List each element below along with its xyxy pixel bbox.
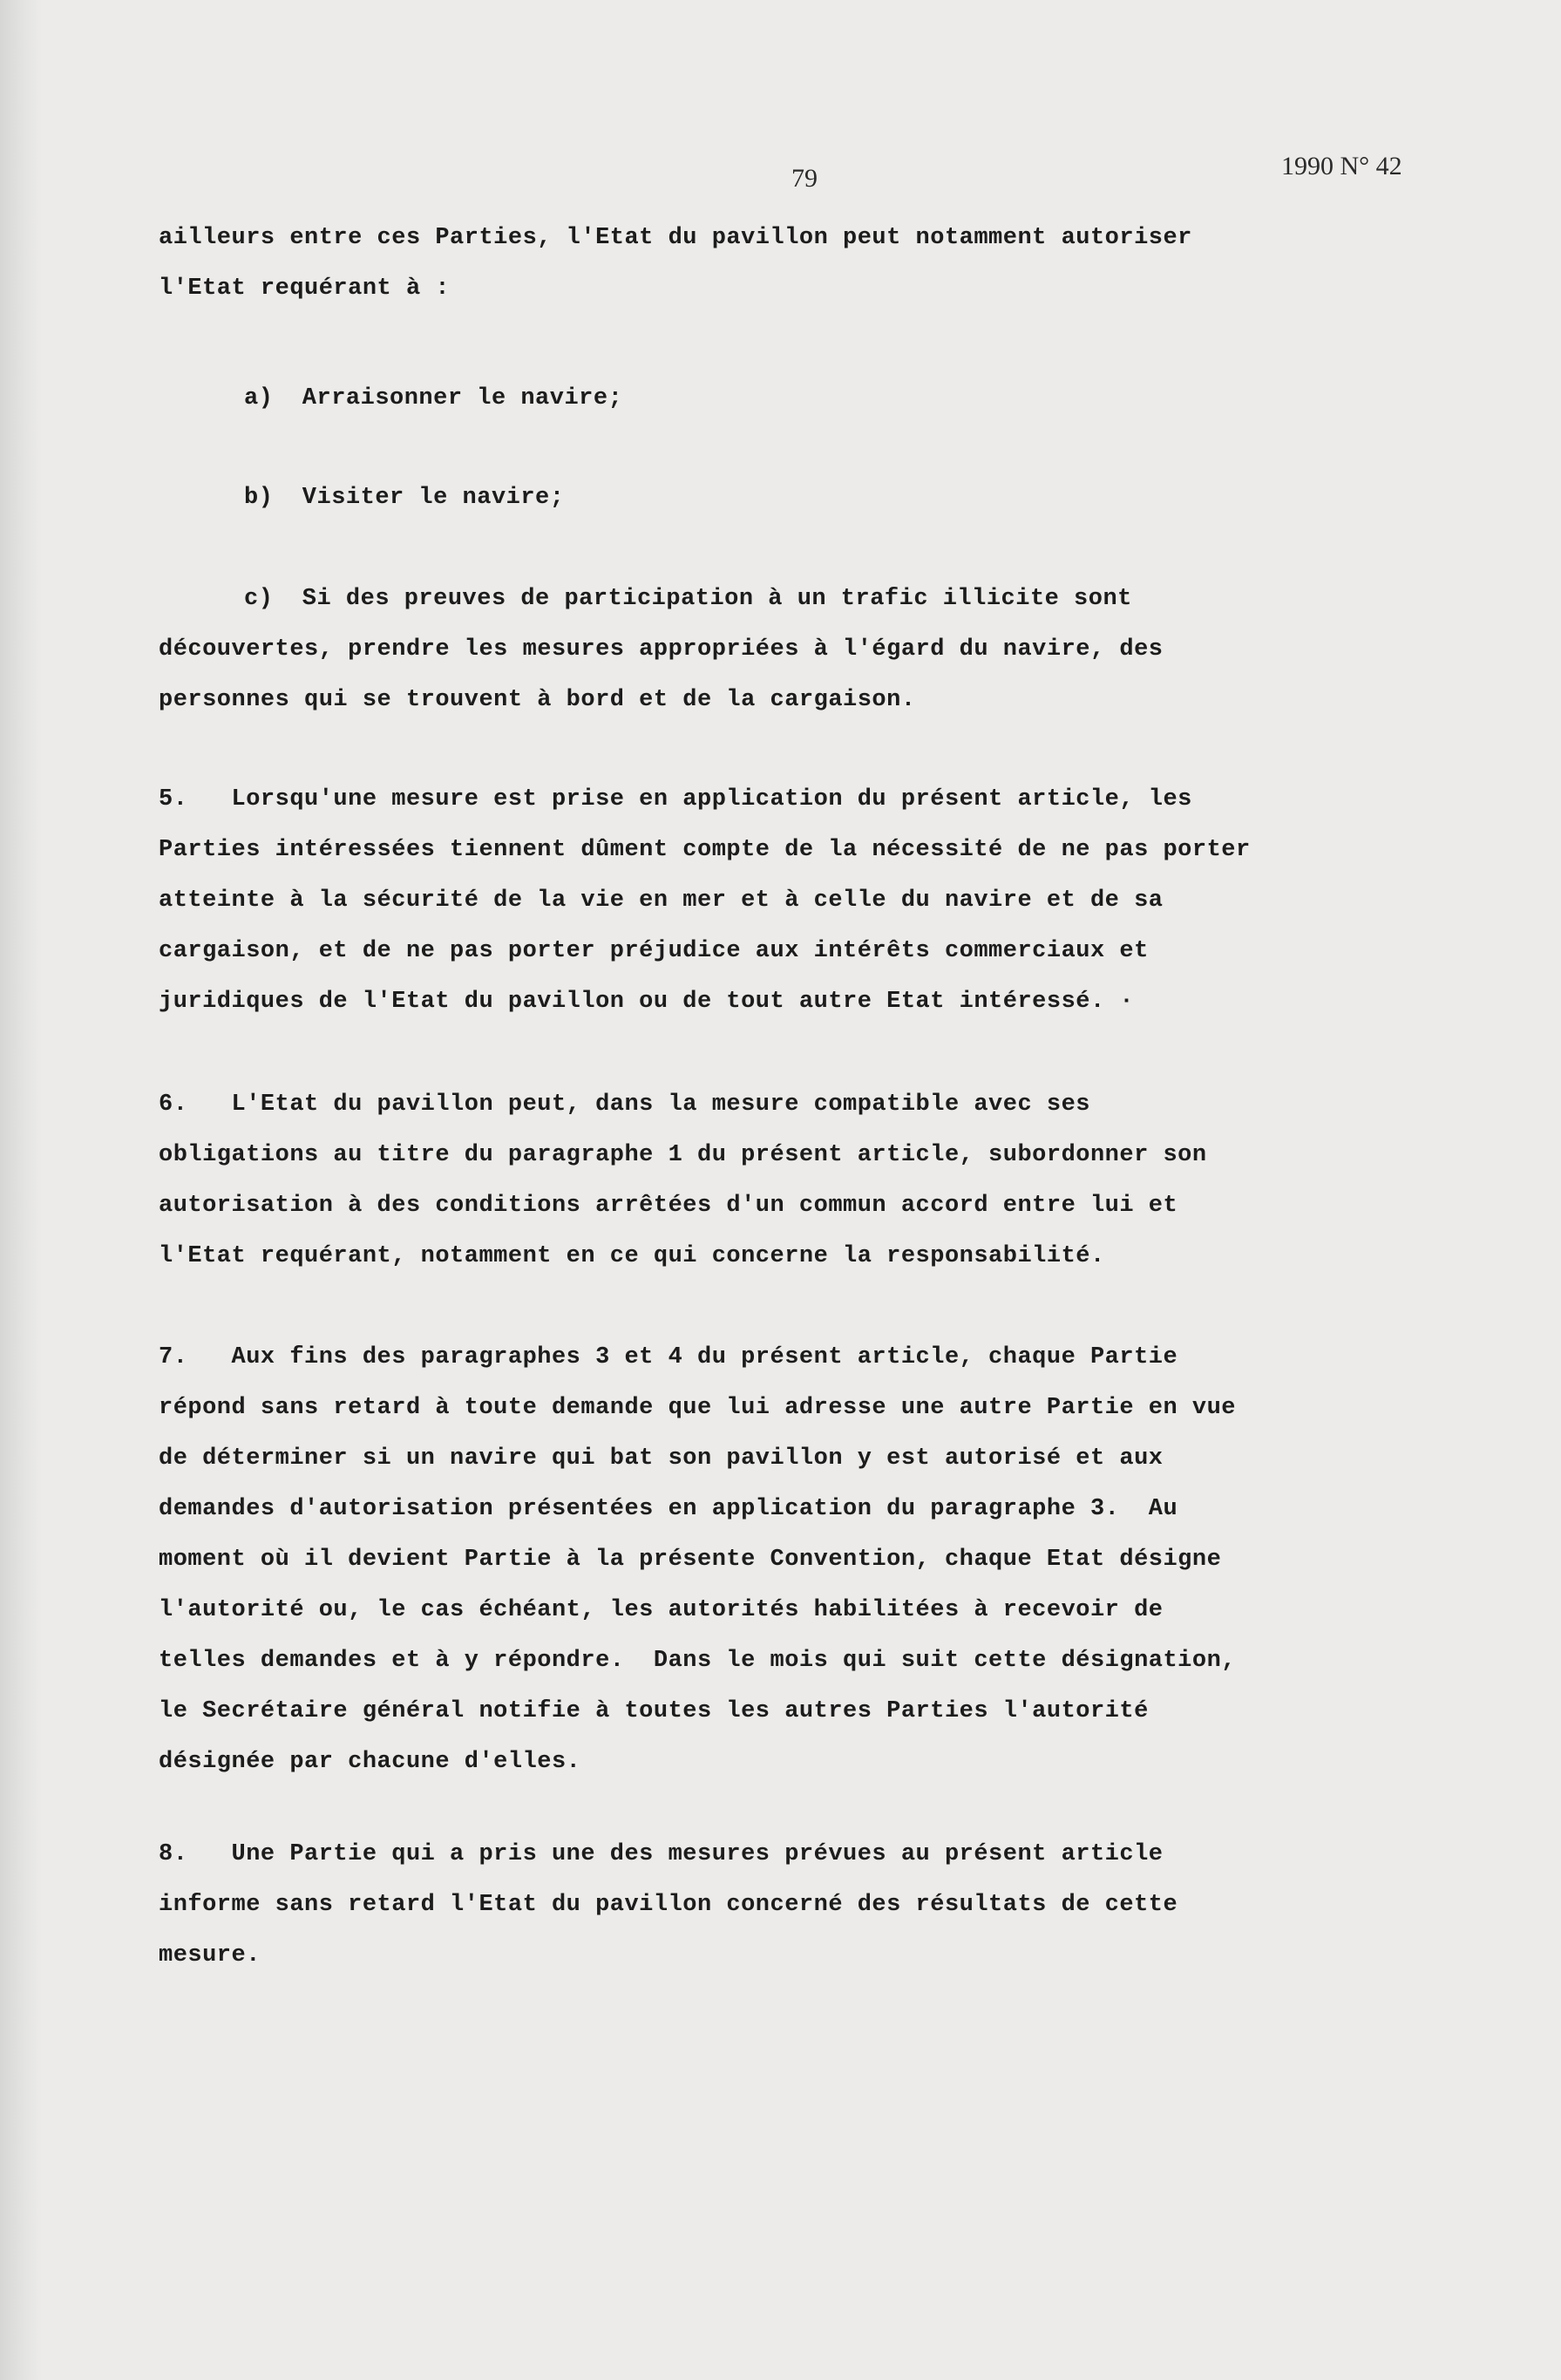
text-line: de déterminer si un navire qui bat son pavillon y est autorisé et aux	[159, 1445, 1164, 1472]
text-line: l'Etat requérant, notamment en ce qui concerne la responsabilité.	[159, 1243, 1105, 1269]
text-line: personnes qui se trouvent à bord et de la cargaison.	[159, 687, 916, 713]
paragraph-5-start: 5. Lorsqu'une mesure est prise en application du présent article, les	[159, 786, 1192, 813]
text-line: telles demandes et à y répondre. Dans le mois qui suit cette désignation,	[159, 1648, 1236, 1674]
text-line: moment où il devient Partie à la présente Convention, chaque Etat désigne	[159, 1547, 1222, 1573]
text-line: Parties intéressées tiennent dûment compte de la nécessité de ne pas porter	[159, 837, 1251, 863]
text-line: obligations au titre du paragraphe 1 du présent article, subordonner son	[159, 1142, 1207, 1168]
text-line: mesure.	[159, 1942, 261, 1969]
text-line: l'Etat requérant à :	[159, 275, 451, 302]
list-item-a: a) Arraisonner le navire;	[244, 385, 623, 411]
binding-shadow	[0, 0, 42, 2380]
text-line: le Secrétaire général notifie à toutes les autres Parties l'autorité	[159, 1698, 1149, 1724]
paragraph-8-start: 8. Une Partie qui a pris une des mesures prévues au présent article	[159, 1841, 1164, 1867]
issue-reference: 1990 N° 42	[1281, 152, 1402, 180]
paragraph-7-start: 7. Aux fins des paragraphes 3 et 4 du présent article, chaque Partie	[159, 1344, 1178, 1370]
text-line: ailleurs entre ces Parties, l'Etat du pavillon peut notamment autoriser	[159, 225, 1192, 251]
text-line: atteinte à la sécurité de la vie en mer et à celle du navire et de sa	[159, 887, 1164, 914]
text-line: l'autorité ou, le cas échéant, les autorités habilitées à recevoir de	[159, 1597, 1164, 1623]
text-line: informe sans retard l'Etat du pavillon concerné des résultats de cette	[159, 1892, 1178, 1918]
text-line: cargaison, et de ne pas porter préjudice aux intérêts commerciaux et	[159, 938, 1149, 964]
list-item-b: b) Visiter le navire;	[244, 485, 565, 511]
text-line: demandes d'autorisation présentées en application du paragraphe 3. Au	[159, 1496, 1178, 1522]
text-line: découvertes, prendre les mesures appropriées à l'égard du navire, des	[159, 636, 1164, 663]
text-line: autorisation à des conditions arrêtées d'un commun accord entre lui et	[159, 1193, 1178, 1219]
list-item-c: c) Si des preuves de participation à un trafic illicite sont	[244, 586, 1132, 612]
text-line: répond sans retard à toute demande que lui adresse une autre Partie en vue	[159, 1395, 1236, 1421]
page-number: 79	[791, 164, 818, 193]
text-line: juridiques de l'Etat du pavillon ou de tout autre Etat intéressé. ·	[159, 989, 1135, 1015]
text-line: désignée par chacune d'elles.	[159, 1749, 581, 1775]
paragraph-6-start: 6. L'Etat du pavillon peut, dans la mesure compatible avec ses	[159, 1091, 1090, 1118]
